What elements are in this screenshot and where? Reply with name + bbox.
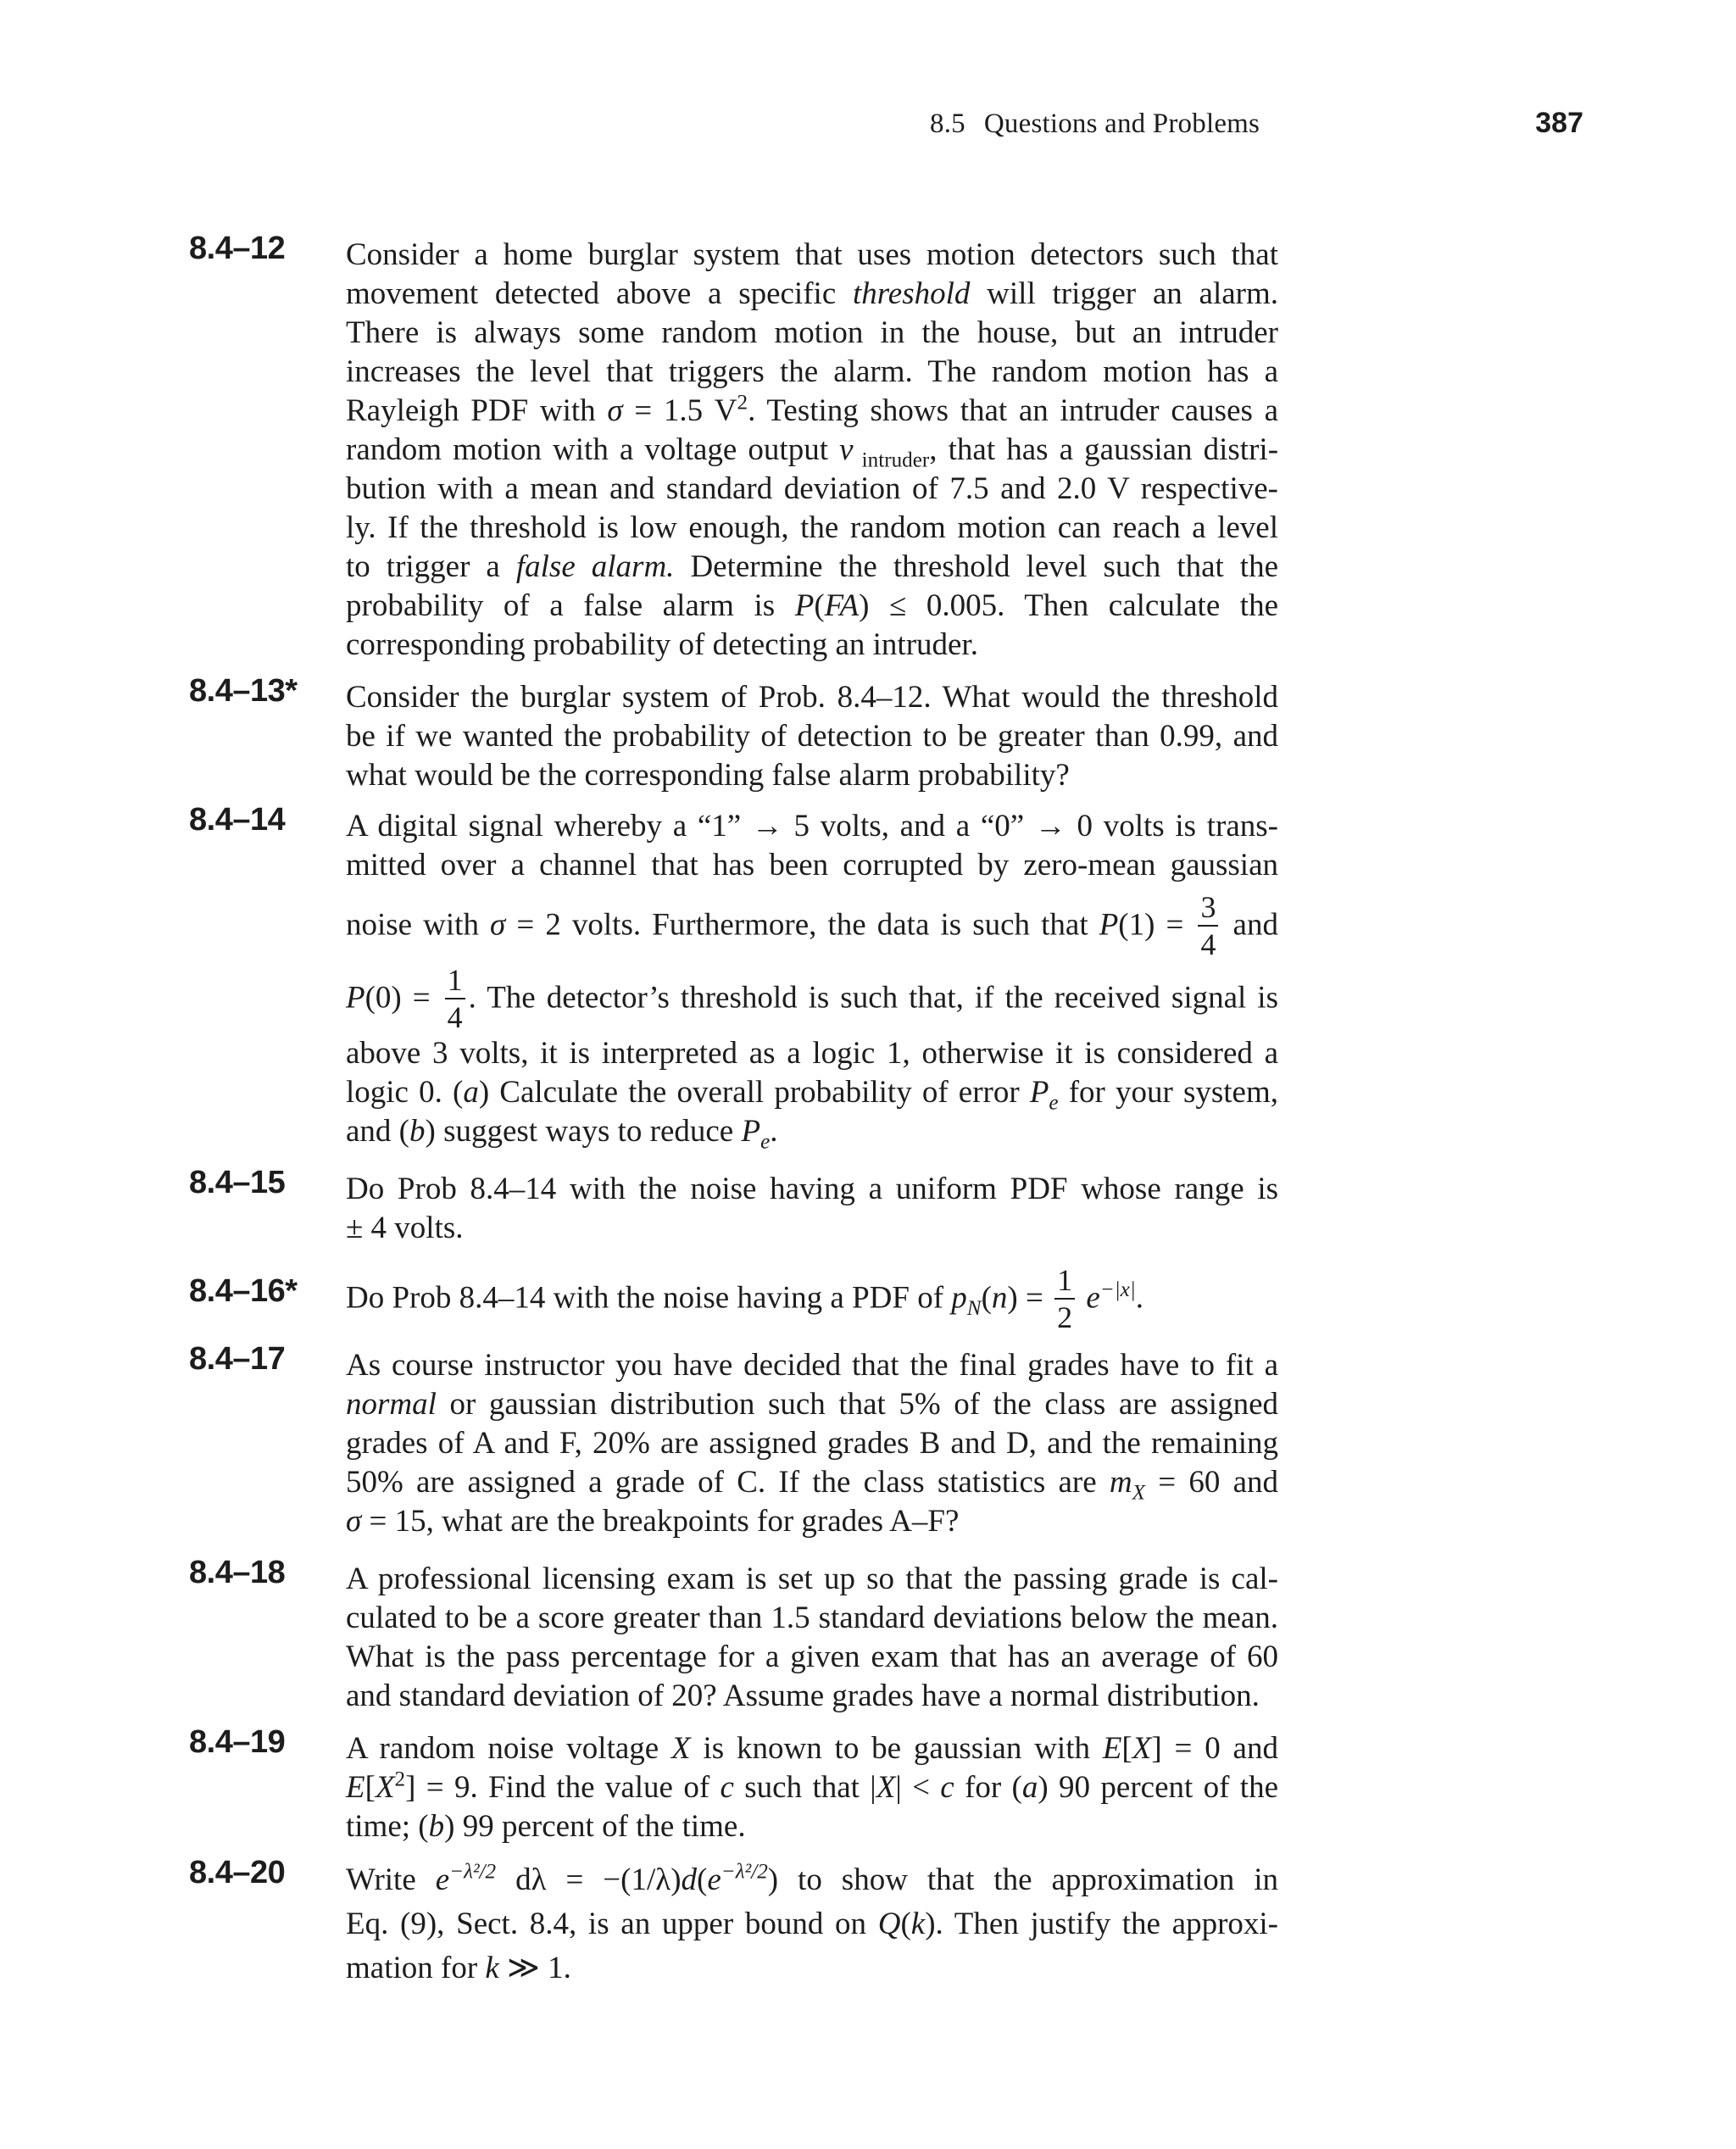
text-line: probability of a false alarm is P(FA) ≤ 0.005. Then calculate the	[346, 588, 1278, 623]
text-line: be if we wanted the probability of detection to be greater than 0.99, and	[346, 719, 1278, 754]
text-line: and standard deviation of 20? Assume grades have a normal distribution.	[346, 1679, 1260, 1713]
text-line: increases the level that triggers the alarm. The random motion has a	[346, 354, 1278, 389]
text-line: bution with a mean and standard deviation of 7.5 and 2.0 V respective-	[346, 471, 1278, 506]
problem-text	[346, 1858, 1278, 1990]
problem-text	[346, 807, 1278, 1154]
fraction: $\frac{1}{4}$	[445, 965, 465, 1033]
problem-text	[346, 1346, 1278, 1541]
text-line: culated to be a score greater than 1.5 standard deviations below the mean.	[346, 1601, 1278, 1635]
text-line: logic 0. (a) Calculate the overall probability of error $P_e$ for your system,	[346, 1075, 1278, 1115]
text-line: normal or gaussian distribution such that 5% of the class are assigned	[346, 1387, 1278, 1422]
text-line: $E[X^2] = 9$. Find the value of c such that |X| < c for (a) 90 percent of the	[346, 1768, 1278, 1805]
problem-number: 8.4–19	[189, 1724, 286, 1760]
text-line: A professional licensing exam is set up so that the passing grade is cal-	[346, 1562, 1278, 1596]
text-line: There is always some random motion in the house, but an intruder	[346, 315, 1278, 350]
text-line: Eq. (9), Sect. 8.4, is an upper bound on Q(k). Then justify the approxi-	[346, 1907, 1278, 1941]
text-line: Do Prob 8.4–14 with the noise having a PDF of $p_N(n)$ = $\frac{1}{2}$ $e^{-|x|}$.	[346, 1263, 1144, 1334]
problem-text	[346, 678, 1278, 795]
text-line: random motion with a voltage output v $_{intruder}$, that has a gaussian distri-	[346, 432, 1279, 472]
running-head	[930, 109, 1260, 140]
text-line: corresponding probability of detecting an intruder.	[346, 627, 978, 662]
text-line: to trigger a false alarm. Determine the threshold level such that the	[346, 549, 1278, 584]
text-line: ly. If the threshold is low enough, the random motion can reach a level	[346, 510, 1278, 545]
text-line: mation for k ≫ 1.	[346, 1951, 571, 1985]
text-line: σ = 15, what are the breakpoints for grades A–F?	[346, 1504, 960, 1539]
section-title: Questions and Problems	[983, 109, 1260, 139]
section-number: 8.5	[930, 109, 965, 139]
text-line: what would be the corresponding false alarm probability?	[346, 758, 1070, 793]
fraction: $\frac{3}{4}$	[1198, 892, 1218, 960]
fraction: $\frac{1}{2}$	[1054, 1265, 1075, 1333]
text-line: Write $e^{-\lambda^2/2}$ $d\lambda = -(1/\lambda)d(e^{-\lambda^2/2})$ to show that the approximation in	[346, 1860, 1278, 1897]
problem-text	[346, 1263, 1278, 1334]
text-line: movement detected above a specific threshold will trigger an alarm.	[346, 276, 1278, 311]
text-line: Do Prob 8.4–14 with the noise having a uniform PDF whose range is	[346, 1172, 1278, 1206]
text-line: Consider the burglar system of Prob. 8.4–12. What would the threshold	[346, 680, 1278, 715]
text-line: A digital signal whereby a “1” → 5 volts, and a “0” → 0 volts is trans-	[346, 809, 1278, 843]
text-line: grades of A and F, 20% are assigned grades B and D, and the remaining	[346, 1426, 1278, 1461]
page-header	[0, 109, 1736, 151]
problem-text	[346, 1170, 1278, 1248]
problem-text	[346, 1560, 1278, 1716]
text-line: What is the pass percentage for a given exam that has an average of 60	[346, 1640, 1278, 1674]
problem-number: 8.4–15	[189, 1165, 286, 1200]
text-line: 50% are assigned a grade of C. If the class statistics are $m_X = 60$ and	[346, 1465, 1278, 1505]
problem-number: 8.4–17	[189, 1341, 286, 1377]
text-line: time; (b) 99 percent of the time.	[346, 1809, 746, 1844]
page-number: 387	[1535, 107, 1583, 139]
text-line: Rayleigh PDF with σ = 1.5 $V^2$. Testing shows that an intruder causes a	[346, 391, 1279, 428]
text-line: above 3 volts, it is interpreted as a logic 1, otherwise it is considered a	[346, 1036, 1278, 1071]
problem-text	[346, 1729, 1278, 1846]
problem-number: 8.4–13*	[189, 673, 298, 709]
text-line: Consider a home burglar system that uses motion detectors such that	[346, 237, 1278, 272]
problem-number: 8.4–14	[189, 802, 286, 838]
problem-number: 8.4–12	[189, 231, 286, 266]
text-line: mitted over a channel that has been corrupted by zero-mean gaussian	[346, 848, 1278, 882]
text-line: P(0) = $\frac{1}{4}$ . The detector’s threshold is such that, if the received signal is	[346, 963, 1278, 1034]
text-line: As course instructor you have decided that the final grades have to fit a	[346, 1348, 1278, 1383]
text-line: ± 4 volts.	[346, 1211, 464, 1245]
problem-number: 8.4–16*	[189, 1273, 298, 1309]
text-line: A random noise voltage X is known to be gaussian with E[X] = 0 and	[346, 1731, 1278, 1766]
text-line: noise with σ = 2 volts. Furthermore, the data is such that P(1) = $\frac{3}{4}$ and	[346, 890, 1278, 961]
problem-number: 8.4–18	[189, 1555, 286, 1590]
text-line: and (b) suggest ways to reduce $P_e$.	[346, 1114, 778, 1154]
problem-number: 8.4–20	[189, 1855, 286, 1890]
problem-text	[346, 236, 1278, 665]
